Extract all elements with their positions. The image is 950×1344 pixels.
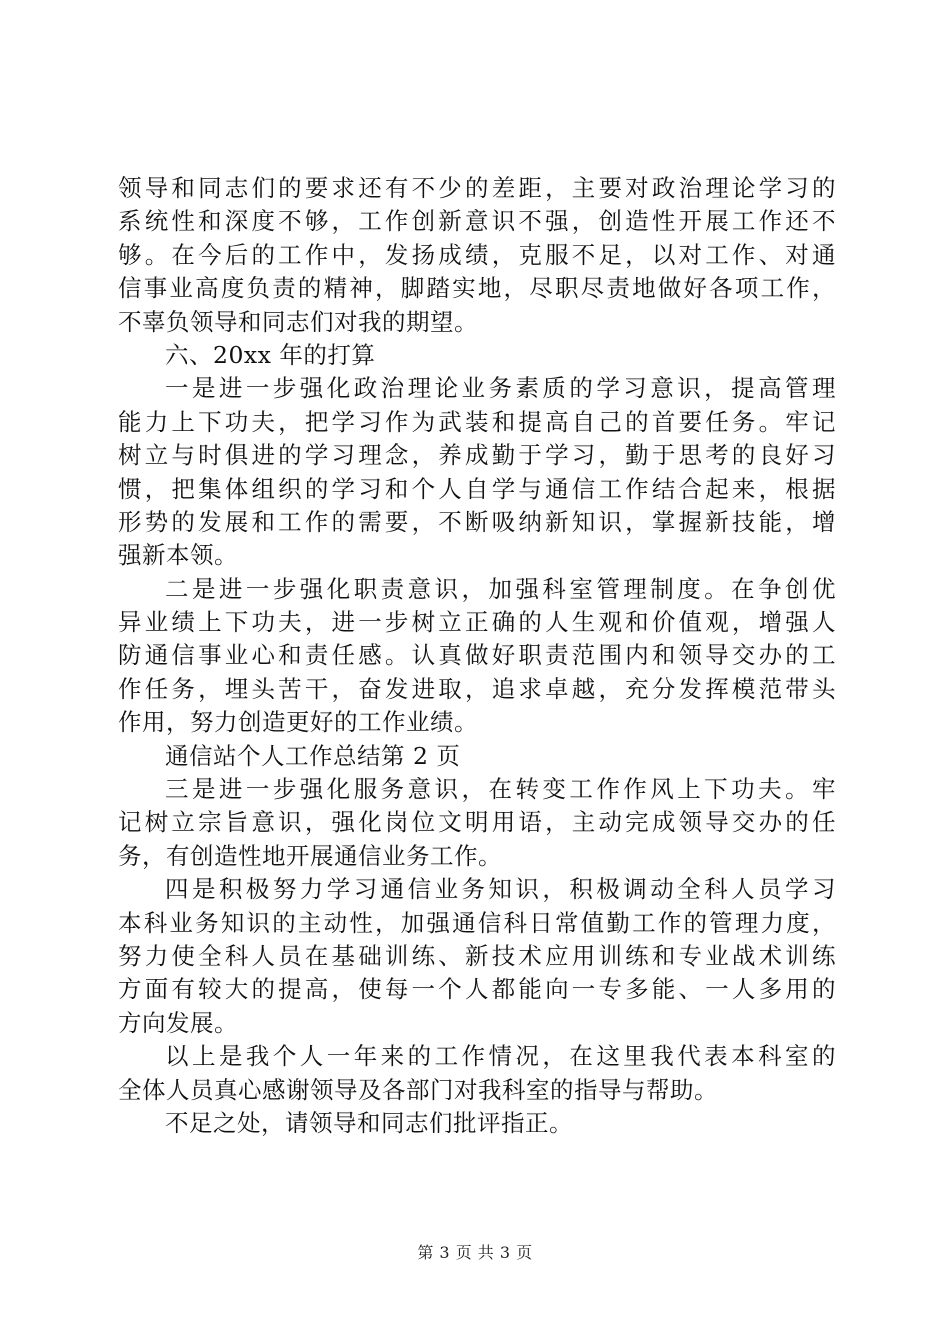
text-line: 全体人员真心感谢领导及各部门对我科室的指导与帮助。 — [118, 1075, 718, 1104]
text-line: 树立与时俱进的学习理念，养成勤于学习，勤于思考的良好习 — [118, 441, 836, 470]
text-line: 方面有较大的提高，使每一个人都能向一专多能、一人多用的 — [118, 975, 836, 1004]
text-line: 不足之处，请领导和同志们批评指正。 — [165, 1108, 573, 1137]
text-line: 以上是我个人一年来的工作情况，在这里我代表本科室的 — [165, 1042, 836, 1071]
text-line: 形势的发展和工作的需要，不断吸纳新知识，掌握新技能，增 — [118, 507, 836, 536]
text-line: 信事业高度负责的精神，脚踏实地，尽职尽责地做好各项工作， — [118, 274, 836, 303]
text-line: 二是进一步强化职责意识，加强科室管理制度。在争创优 — [165, 574, 836, 603]
text-line: 能力上下功夫，把学习作为武装和提高自己的首要任务。牢记 — [118, 407, 836, 436]
text-line: 系统性和深度不够，工作创新意识不强，创造性开展工作还不 — [118, 207, 836, 236]
text-line: 领导和同志们的要求还有不少的差距，主要对政治理论学习的 — [118, 174, 836, 202]
text-line: 不辜负领导和同志们对我的期望。 — [118, 307, 478, 336]
text-line: 一是进一步强化政治理论业务素质的学习意识，提高管理 — [165, 374, 836, 403]
text-line: 异业绩上下功夫，进一步树立正确的人生观和价值观，增强人 — [118, 608, 836, 637]
page-footer: 第 3 页 共 3 页 — [417, 1243, 533, 1262]
text-line: 够。在今后的工作中，发扬成绩，克服不足，以对工作、对通 — [118, 240, 836, 269]
text-line: 方向发展。 — [118, 1008, 238, 1037]
text-line: 本科业务知识的主动性，加强通信科日常值勤工作的管理力度， — [118, 908, 836, 937]
text-line: 惯，把集体组织的学习和个人自学与通信工作结合起来，根据 — [118, 474, 836, 503]
text-line: 作任务，埋头苦干，奋发进取，追求卓越，充分发挥模范带头 — [118, 674, 836, 703]
document-body — [118, 172, 836, 1140]
text-line: 通信站个人工作总结第 2 页 — [165, 741, 461, 770]
text-line: 努力使全科人员在基础训练、新技术应用训练和专业战术训练 — [118, 941, 836, 970]
text-line: 务，有创造性地开展通信业务工作。 — [118, 841, 502, 870]
text-line: 强新本领。 — [118, 541, 238, 570]
text-line: 三是进一步强化服务意识，在转变工作作风上下功夫。牢 — [165, 775, 836, 804]
text-line: 记树立宗旨意识，强化岗位文明用语，主动完成领导交办的任 — [118, 808, 836, 837]
text-line: 六、20xx 年的打算 — [165, 340, 376, 369]
text-line: 四是积极努力学习通信业务知识，积极调动全科人员学习 — [165, 875, 836, 904]
text-line: 作用，努力创造更好的工作业绩。 — [118, 708, 478, 737]
text-line: 防通信事业心和责任感。认真做好职责范围内和领导交办的工 — [118, 641, 836, 670]
